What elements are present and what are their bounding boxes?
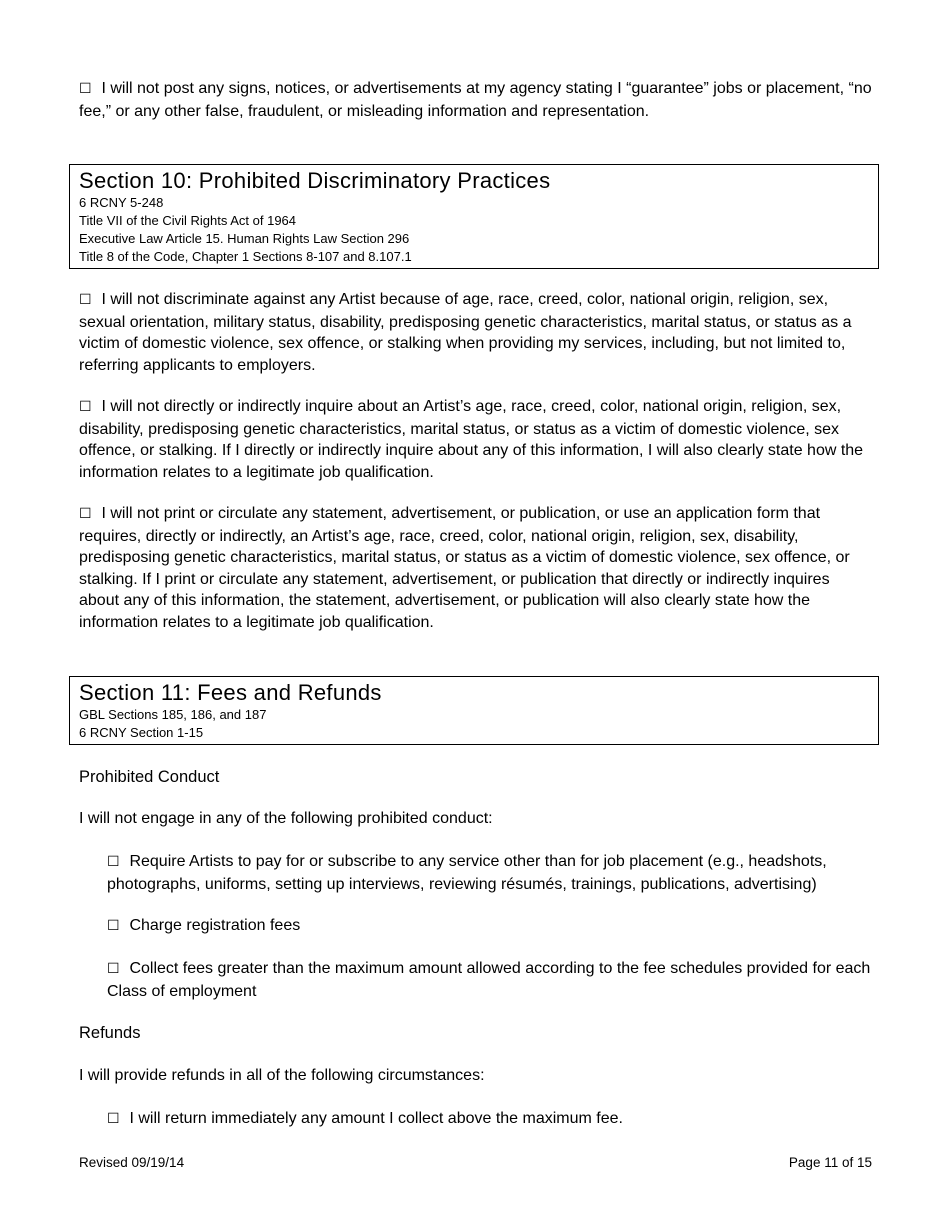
item-text: I will not discriminate against any Artist because of age, race, creed, color, national origin, religion, sex, sexual orientation, military status, disability, predisposing genetic characteristics, marital status, or status as a victim of domestic violence, sex offence, or stalking when providing my services, including, but not limited to, referring applicants to employers.: [79, 291, 852, 374]
item-text: Collect fees greater than the maximum amount allowed according to the fee schedules provided for each Class of employment: [107, 960, 871, 1000]
section-10-header: [69, 164, 879, 269]
refunds-intro: I will provide refunds in all of the following circumstances:: [79, 1067, 485, 1084]
footer-page-number: Page 11 of 15: [788, 1155, 872, 1170]
section-reference: Title 8 of the Code, Chapter 1 Sections 8-107 and 8.107.1: [79, 249, 412, 264]
checkbox-icon[interactable]: ☐: [79, 81, 92, 97]
section-reference: 6 RCNY 5-248: [79, 195, 164, 210]
section-reference: Title VII of the Civil Rights Act of 1964: [79, 213, 297, 228]
section-reference: GBL Sections 185, 186, and 187: [79, 707, 267, 722]
checkbox-icon[interactable]: ☐: [79, 292, 92, 308]
checkbox-icon[interactable]: ☐: [107, 918, 120, 934]
section-reference: 6 RCNY Section 1-15: [79, 725, 204, 740]
item-text: I will return immediately any amount I collect above the maximum fee.: [129, 1110, 623, 1127]
section-11-header: [69, 676, 879, 745]
checkbox-item: [107, 915, 877, 938]
checkbox-item: [79, 396, 874, 483]
checkbox-item: [79, 503, 874, 633]
checkbox-item: [107, 958, 877, 1002]
section-title: Section 10: Prohibited Discriminatory Practices: [79, 168, 551, 193]
checkbox-item: [107, 1108, 877, 1131]
checkbox-icon[interactable]: ☐: [107, 854, 120, 870]
item-text: I will not directly or indirectly inquire about an Artist’s age, race, creed, color, national origin, religion, sex, disability, predisposing genetic characteristics, marital status, or status as a victim of domestic violence, sex offence, or stalking. If I directly or indirectly inquire about any of this information, I will also clearly state how the information relates to a legitimate job qualification.: [79, 398, 864, 481]
prohibited-intro: I will not engage in any of the following prohibited conduct:: [79, 810, 493, 827]
checkbox-icon[interactable]: ☐: [107, 961, 120, 977]
section-reference: Executive Law Article 15. Human Rights Law Section 296: [79, 231, 410, 246]
intro-checkbox-item: [79, 78, 874, 122]
prohibited-conduct-heading: Prohibited Conduct: [79, 768, 220, 786]
item-text: I will not post any signs, notices, or advertisements at my agency stating I “guarantee” jobs or placement, “no fee,” or any other false, fraudulent, or misleading information and representation.: [79, 80, 872, 120]
checkbox-icon[interactable]: ☐: [79, 506, 92, 522]
checkbox-icon[interactable]: ☐: [79, 399, 92, 415]
refunds-heading: Refunds: [79, 1024, 141, 1042]
section-title: Section 11: Fees and Refunds: [79, 680, 382, 705]
checkbox-item: [107, 851, 877, 895]
footer-revised: Revised 09/19/14: [79, 1155, 185, 1170]
item-text: Charge registration fees: [129, 917, 301, 934]
checkbox-item: [79, 289, 874, 376]
checkbox-icon[interactable]: ☐: [107, 1111, 120, 1127]
item-text: I will not print or circulate any statement, advertisement, or publication, or use an application form that requires, directly or indirectly, an Artist’s age, race, creed, color, national origin, religion, sex, disability, predisposing genetic characteristics, marital status, or status as a victim of domestic violence, sex offence, or stalking. If I print or circulate any statement, advertisement, or publication that directly or indirectly inquires about any of this information, the statement, advertisement, or publication will also clearly state how the information relates to a legitimate job qualification.: [79, 505, 850, 631]
item-text: Require Artists to pay for or subscribe to any service other than for job placement (e.g., headshots, photographs, uniforms, setting up interviews, reviewing résumés, trainings, publications, advertising): [107, 853, 827, 893]
